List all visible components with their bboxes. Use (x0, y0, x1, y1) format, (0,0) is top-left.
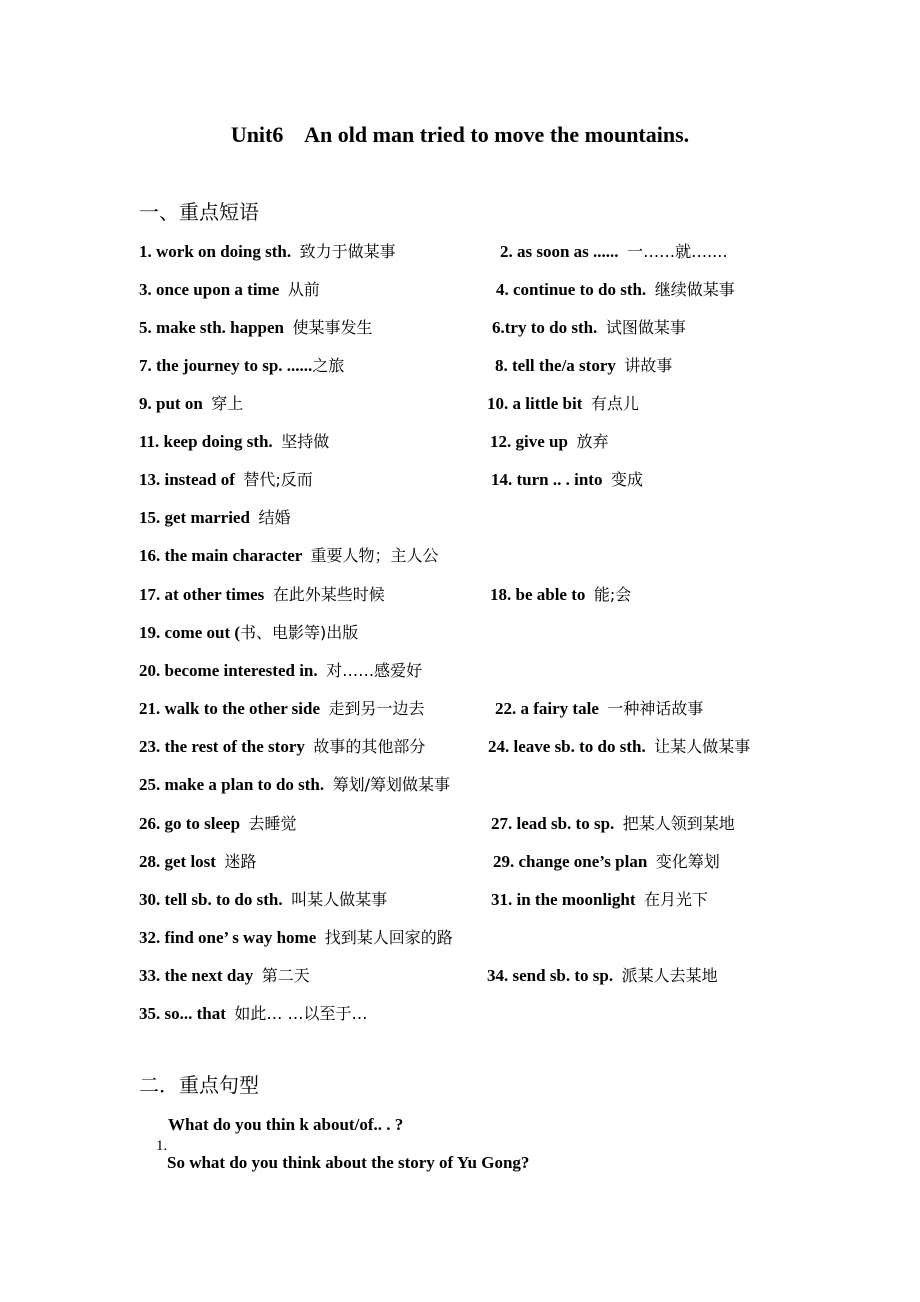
phrase-en: 33. the next day (139, 966, 262, 985)
phrase-en: 35. so... that (139, 1004, 235, 1023)
phrase-item-1 (139, 242, 396, 262)
phrase-item-33 (139, 966, 310, 986)
phrase-en: 26. go to sleep (139, 814, 249, 833)
phrase-item-18 (490, 585, 631, 605)
phrase-cn: 第二天 (261, 966, 310, 985)
phrase-en: 19. come out ( (139, 623, 241, 642)
phrase-en: 3. once upon a time (139, 280, 288, 299)
page-title: Unit6 An old man tried to move the mountains. (230, 122, 690, 147)
phrase-en: 23. the rest of the story (139, 737, 314, 756)
phrase-cn: 致力于做某事 (299, 242, 396, 261)
phrase-en: 2. as soon as ...... (500, 242, 628, 261)
phrase-cn: 派某人去某地 (621, 966, 718, 985)
sentence-pattern-text: What do you thin k about/of.. . ? (168, 1115, 404, 1134)
phrase-cn: 走到另一边去 (328, 699, 425, 718)
phrase-item-26 (139, 814, 297, 834)
phrase-item-13 (139, 470, 313, 490)
phrase-item-28 (139, 852, 256, 872)
phrase-item-21 (139, 699, 425, 719)
phrase-item-10 (487, 394, 639, 414)
phrase-cn: 放弃 (576, 432, 609, 451)
phrase-item-12 (490, 432, 608, 452)
phrase-cn: 从前 (287, 280, 320, 299)
phrase-item-19 (139, 623, 358, 643)
phrase-item-22 (495, 699, 703, 719)
phrase-en: 8. tell the/a story (495, 356, 625, 375)
phrase-cn: 有点儿 (590, 394, 639, 413)
phrase-item-6 (492, 318, 686, 338)
sentence-pattern-1 (139, 1115, 167, 1175)
phrase-en: 22. a fairy tale (495, 699, 608, 718)
phrase-cn: 在月光下 (644, 890, 709, 909)
phrase-cn: 试图做某事 (605, 318, 686, 337)
phrase-cn: 找到某人回家的路 (324, 928, 453, 947)
phrase-item-7 (139, 356, 344, 376)
phrase-cn: 让某人做某事 (654, 737, 751, 756)
phrase-item-27 (491, 814, 735, 834)
phrase-item-4 (496, 280, 735, 300)
phrase-item-17 (139, 585, 385, 605)
phrase-cn: 在此外某些时候 (272, 585, 385, 604)
phrase-item-5 (139, 318, 373, 338)
phrase-en: 29. change one’s plan (493, 852, 656, 871)
phrase-cn: 变成 (610, 470, 643, 489)
phrase-cn: 对……感爱好 (326, 661, 423, 680)
phrase-cn: 结婚 (258, 508, 291, 527)
phrase-en: 17. at other times (139, 585, 273, 604)
phrase-en: 5. make sth. happen (139, 318, 293, 337)
phrase-item-25 (139, 775, 450, 795)
phrase-cn: 变化筹划 (655, 852, 720, 871)
phrase-item-32 (139, 928, 453, 948)
phrase-en: 21. walk to the other side (139, 699, 329, 718)
phrase-item-11 (139, 432, 329, 452)
phrase-cn: 一种神话故事 (607, 699, 704, 718)
phrase-cn: 故事的其他部分 (313, 737, 426, 756)
phrase-item-29 (493, 852, 720, 872)
phrase-cn: 一……就….... (627, 242, 728, 261)
phrase-en: 34. send sb. to sp. (487, 966, 622, 985)
phrase-en: 30. tell sb. to do sth. (139, 890, 292, 909)
phrase-en: 11. keep doing sth. (139, 432, 282, 451)
phrase-cn: 重要人物；主人公 (310, 546, 439, 565)
phrase-en: 25. make a plan to do sth. (139, 775, 333, 794)
phrase-item-34 (487, 966, 718, 986)
phrase-item-20 (139, 661, 422, 681)
phrase-cn: 能;会 (593, 585, 632, 604)
phrase-item-9 (139, 394, 243, 414)
phrase-item-31 (491, 890, 708, 910)
phrase-en: 9. put on (139, 394, 212, 413)
section-heading-key-phrases: 一、重点短语 (139, 200, 259, 224)
phrase-cn: 继续做某事 (654, 280, 735, 299)
phrase-cn: 书、电影等)出版 (240, 623, 359, 642)
phrase-item-8 (495, 356, 672, 376)
phrase-en: 14. turn .. . into (491, 470, 611, 489)
phrase-en: 12. give up (490, 432, 577, 451)
phrase-item-30 (139, 890, 387, 910)
sentence-number: 1. (156, 1138, 168, 1154)
phrase-item-23 (139, 737, 425, 757)
phrase-cn: 如此… …以至于… (234, 1004, 368, 1023)
phrase-item-14 (491, 470, 643, 490)
phrase-en: 6.try to do sth. (492, 318, 606, 337)
phrase-en: 16. the main character (139, 546, 311, 565)
phrase-item-16 (139, 546, 439, 566)
phrase-item-35 (139, 1004, 368, 1024)
phrase-cn: 讲故事 (624, 356, 673, 375)
phrase-en: 13. instead of (139, 470, 244, 489)
phrase-item-24 (488, 737, 750, 757)
phrase-en: 18. be able to (490, 585, 594, 604)
phrase-cn: 去睡觉 (248, 814, 297, 833)
phrase-en: 24. leave sb. to do sth. (488, 737, 655, 756)
phrase-en: 28. get lost (139, 852, 225, 871)
phrase-cn: 筹划/筹划做某事 (332, 775, 451, 794)
phrase-en: 31. in the moonlight (491, 890, 645, 909)
phrase-en: 10. a little bit (487, 394, 591, 413)
phrase-cn: 穿上 (211, 394, 244, 413)
phrase-cn: 迷路 (224, 852, 257, 871)
phrase-cn: 替代;反而 (243, 470, 313, 489)
phrase-item-2 (500, 242, 727, 262)
sentence-example: So what do you think about the story of Yu Gong? (167, 1153, 530, 1172)
phrase-en: 1. work on doing sth. (139, 242, 300, 261)
phrase-item-15 (139, 508, 290, 528)
section-heading-key-sentences: 二．重点句型 (139, 1073, 259, 1097)
phrase-cn: 使某事发生 (292, 318, 373, 337)
phrase-en: 4. continue to do sth. (496, 280, 655, 299)
phrase-cn: 之旅 (312, 356, 345, 375)
phrase-en: 32. find one’ s way home (139, 928, 325, 947)
phrase-cn: 把某人领到某地 (622, 814, 735, 833)
phrase-cn: 坚持做 (281, 432, 330, 451)
phrase-en: 7. the journey to sp. ...... (139, 356, 313, 375)
phrase-en: 15. get married (139, 508, 259, 527)
phrase-en: 27. lead sb. to sp. (491, 814, 623, 833)
phrase-cn: 叫某人做某事 (291, 890, 388, 909)
phrase-en: 20. become interested in. (139, 661, 327, 680)
phrase-item-3 (139, 280, 320, 300)
